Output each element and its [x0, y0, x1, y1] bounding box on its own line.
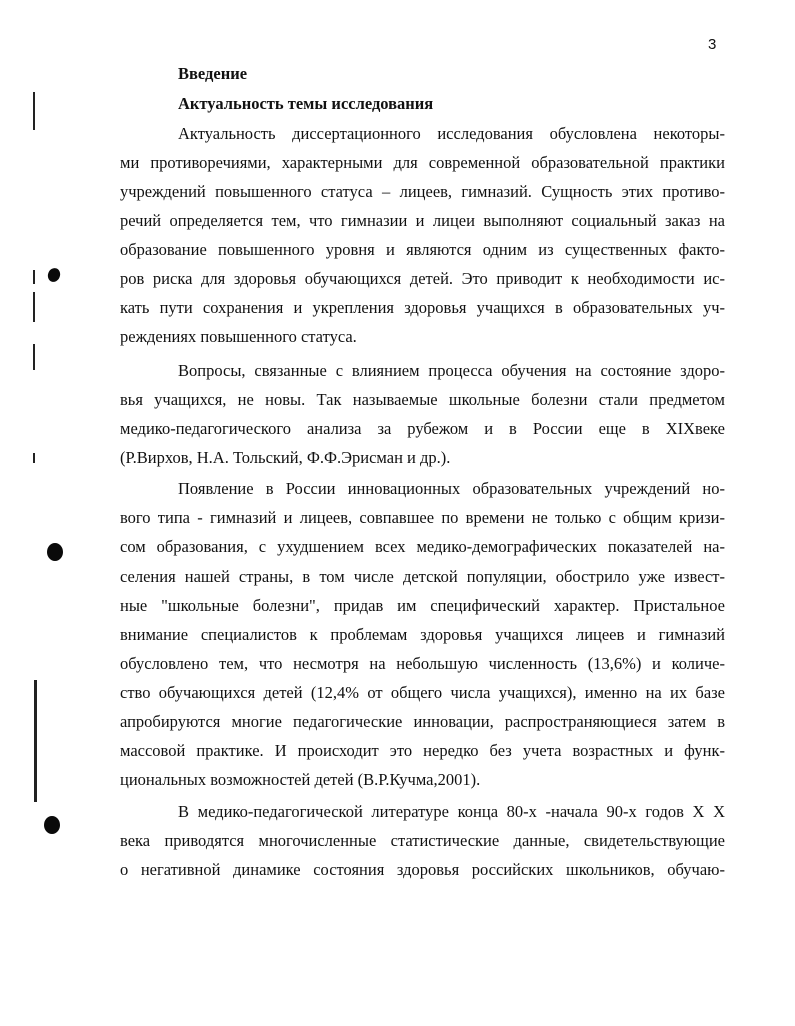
- text-line: обусловлено тем, что несмотря на небольшую численность (13,6%) и количе-: [120, 654, 725, 673]
- section-heading-topic-relevance: Актуальность темы исследования: [178, 94, 434, 113]
- scan-mark: [34, 680, 37, 802]
- text-line: внимание специалистов к проблемам здоровья учащихся лицеев и гимназий: [120, 625, 725, 644]
- text-line: Вопросы, связанные с влиянием процесса обучения на состояние здоро-: [178, 361, 725, 380]
- text-line: Появление в России инновационных образовательных учреждений но-: [178, 479, 725, 498]
- text-line: века приводятся многочисленные статистические данные, свидетельствующие: [120, 831, 725, 850]
- text-line: ров риска для здоровья обучающихся детей. Это приводит к необходимости ис-: [120, 269, 725, 288]
- text-line: образование повышенного уровня и являются одним из существенных факто-: [120, 240, 725, 259]
- text-line: вья учащихся, не новы. Так называемые школьные болезни стали предметом: [120, 390, 725, 409]
- text-line: речий определяется тем, что гимназии и лицеи выполняют социальный заказ на: [120, 211, 725, 230]
- scan-mark: [46, 266, 62, 283]
- text-line: сом образования, с ухудшением всех медико-демографических показателей на-: [120, 537, 725, 556]
- text-line: вого типа - гимназий и лицеев, совпавшее по времени не только с общим кризи-: [120, 508, 725, 527]
- text-line: В медико-педагогической литературе конца 80-х -начала 90-х годов Х Х: [178, 802, 725, 821]
- scan-mark: [33, 270, 35, 284]
- text-line: ство обучающихся детей (12,4% от общего числа учащихся), именно на их базе: [120, 683, 725, 702]
- text-line: кать пути сохранения и укрепления здоровья учащихся в образовательных уч-: [120, 298, 725, 317]
- text-line: селения нашей страны, в том числе детской популяции, обострило уже извест-: [120, 567, 725, 586]
- scan-mark: [44, 816, 60, 834]
- section-heading-introduction: Введение: [178, 64, 248, 83]
- scan-mark: [33, 453, 35, 463]
- text-line: циональных возможностей детей (В.Р.Кучма,2001).: [120, 770, 481, 789]
- text-line: учреждений повышенного статуса – лицеев, гимназий. Сущность этих противо-: [120, 182, 725, 201]
- scan-mark: [33, 344, 35, 370]
- page-number: 3: [708, 36, 717, 53]
- text-line: Актуальность диссертационного исследования обусловлена некоторы-: [178, 124, 725, 143]
- text-line: реждениях повышенного статуса.: [120, 327, 357, 346]
- text-line: ные "школьные болезни", придав им специфический характер. Пристальное: [120, 596, 725, 615]
- scan-mark: [47, 543, 63, 561]
- scan-mark: [33, 292, 35, 322]
- text-line: медико-педагогического анализа за рубежом и в России еще в XIXвеке: [120, 419, 725, 438]
- text-line: (Р.Вирхов, Н.А. Тольский, Ф.Ф.Эрисман и др.).: [120, 448, 451, 467]
- text-line: массовой практике. И происходит это нередко без учета возрастных и функ-: [120, 741, 725, 760]
- text-line: ми противоречиями, характерными для современной образовательной практики: [120, 153, 725, 172]
- scan-mark: [33, 92, 35, 130]
- text-line: о негативной динамике состояния здоровья российских школьников, обучаю-: [120, 860, 725, 879]
- text-line: апробируются многие педагогические инновации, распространяющиеся затем в: [120, 712, 725, 731]
